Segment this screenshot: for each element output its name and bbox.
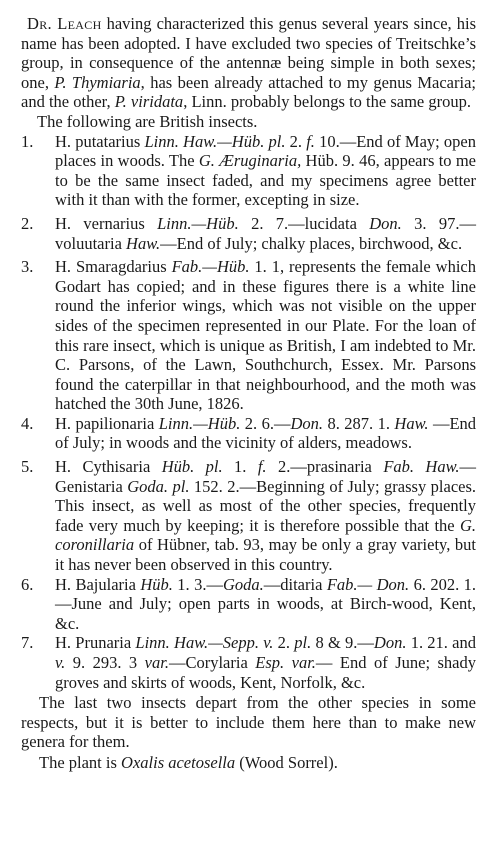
list-heading: The following are British insects.	[37, 111, 258, 131]
entry-text: 1. 1, represents the female which Godart has copied; and in these figures there is a white line round the inferior wings, which was not visible on the upper sides of the specimen represented in our Plate. For the loan of this rare insect, which is unique as British, I am indebted to Mr. C. Parsons, of the Lawn, Southchurch, Essex. Mr. Parsons found the caterpillar in that neighbourhood, and the moth was hatched the 30th June, 1826.	[55, 257, 476, 414]
entry-citation: Esp. var.	[255, 653, 316, 672]
entry-text: 152. 2.—Beginning of July; grassy places. This insect, as well as most of the other species, frequently fade very much by keeping; it is therefore possible that the	[55, 476, 477, 535]
entry-citation: Fab.—Hüb.	[171, 257, 250, 277]
entry-text: 6. 202. 1.—June and July; open parts in woods, at Birch-wood, Kent, &c.	[55, 574, 477, 633]
entry-number: 6.	[21, 574, 34, 594]
entry-citation: G. coronillaria	[55, 515, 476, 555]
entry-text: H. Prunaria	[55, 633, 136, 653]
entry-citation: Fab.— Don.	[326, 574, 410, 594]
species-entry	[21, 575, 476, 634]
entry-citation: f.	[306, 131, 315, 151]
entry-text: of Hübner, tab. 93, may be only a gray variety, but it has never been observed in this country.	[55, 535, 476, 575]
entry-citation: Don.	[290, 413, 324, 433]
entry-citation: Goda. pl.	[127, 476, 190, 496]
entry-text: —ditaria	[263, 574, 327, 594]
entry-citation: pl.	[294, 633, 312, 653]
entry-text: H. Smaragdarius	[55, 257, 172, 277]
species-entry	[21, 633, 476, 692]
plant-name: Oxalis acetosella	[121, 752, 236, 772]
species-list	[21, 132, 476, 693]
intro-text: , has been already attached to my genus Macaria; and the other,	[21, 72, 476, 112]
species-entry	[21, 132, 476, 210]
entry-citation: Don.	[373, 633, 407, 653]
intro-paragraph	[21, 14, 476, 112]
species-entry	[21, 214, 476, 253]
species-name: P. viridata	[114, 92, 184, 112]
entry-text: H. Bajularia	[55, 574, 141, 594]
entry-text: 2.	[273, 633, 295, 653]
entry-text: 2. 7.—lucidata	[238, 213, 370, 233]
entry-text: 3. 97.—voluutaria	[55, 213, 476, 253]
plant-note-text: (Wood Sorrel).	[235, 752, 338, 772]
entry-citation: G. Æruginaria,	[198, 151, 302, 171]
entry-text: Hüb. 9. 46, appears to me to be the same insect faded, and my specimens agree better with it than with the former, excepting in size.	[55, 151, 476, 210]
author-name: Dr. Leach	[27, 14, 102, 33]
intro-text: having characterized this genus several years since, his name has been adopted. I have excluded two species of Treitschke’s group, in consequence of the antennæ being simple in both sexes; one,	[21, 14, 476, 92]
entry-text: H. vernarius	[55, 213, 158, 233]
entry-number: 4.	[21, 413, 34, 433]
entry-text: 8. 287. 1.	[323, 413, 395, 433]
entry-text: 2.—prasinaria	[266, 457, 384, 477]
entry-number: 5.	[21, 457, 34, 477]
entry-text: H. papilionaria	[55, 413, 159, 433]
entry-number: 1.	[21, 131, 34, 151]
plant-note	[21, 753, 476, 773]
entry-text: — Genistaria	[55, 457, 477, 496]
entry-text: —End of July; in woods and the vicinity of alders, meadows.	[55, 413, 477, 453]
entry-text: 9. 293. 3	[65, 653, 145, 672]
entry-text: 1. 3.—	[172, 574, 223, 594]
entry-text: 2.	[285, 131, 307, 151]
entry-number: 3.	[21, 257, 34, 277]
entry-citation: Haw.	[126, 233, 161, 253]
entry-citation: var.	[144, 653, 169, 672]
entry-citation: Fab. Haw.	[383, 457, 460, 477]
entry-citation: v.	[55, 653, 66, 672]
entry-text: 8 & 9.—	[311, 633, 374, 653]
species-entry	[21, 257, 476, 414]
entry-text: 1.	[222, 457, 258, 477]
species-entry	[21, 457, 476, 575]
species-name: P. Thymiaria	[54, 72, 141, 92]
entry-text: 1. 21. and	[406, 633, 476, 653]
entry-number: 2.	[21, 213, 34, 233]
entry-text: —Corylaria	[168, 653, 256, 672]
species-entry	[21, 414, 476, 453]
entry-citation: Don.	[369, 213, 402, 233]
intro-text: , Linn. probably belongs to the same group.	[183, 92, 471, 112]
entry-citation: Linn.—Hüb.	[158, 413, 241, 433]
entry-number: 7.	[21, 633, 34, 653]
entry-citation: Linn.—Hüb.	[157, 213, 239, 233]
entry-citation: Linn. Haw.—Sepp. v.	[135, 633, 274, 653]
entry-citation: Hüb. pl.	[161, 457, 223, 477]
entry-text: 2. 6.—	[240, 413, 291, 433]
entry-text: — End of June; shady groves and skirts of woods, Kent, Norfolk, &c.	[55, 653, 477, 692]
entry-text: H. Cythisaria	[55, 457, 162, 477]
entry-text: 10.—End of May; open places in woods. The	[55, 131, 476, 171]
closing-paragraph: The last two insects depart from the other species in some respects, but it is better to include them here than to make new genera for them.	[21, 693, 476, 752]
entry-text: H. putatarius	[55, 131, 145, 151]
entry-citation: Linn. Haw.—Hüb. pl.	[144, 131, 286, 151]
entry-text: —End of July; chalky places, birchwood, &c.	[160, 233, 463, 253]
entry-citation: f.	[257, 457, 267, 477]
entry-citation: Haw.	[394, 413, 429, 433]
entry-citation: Goda.	[222, 574, 264, 594]
plant-note-text: The plant is	[39, 752, 122, 772]
entry-citation: Hüb.	[140, 574, 173, 594]
